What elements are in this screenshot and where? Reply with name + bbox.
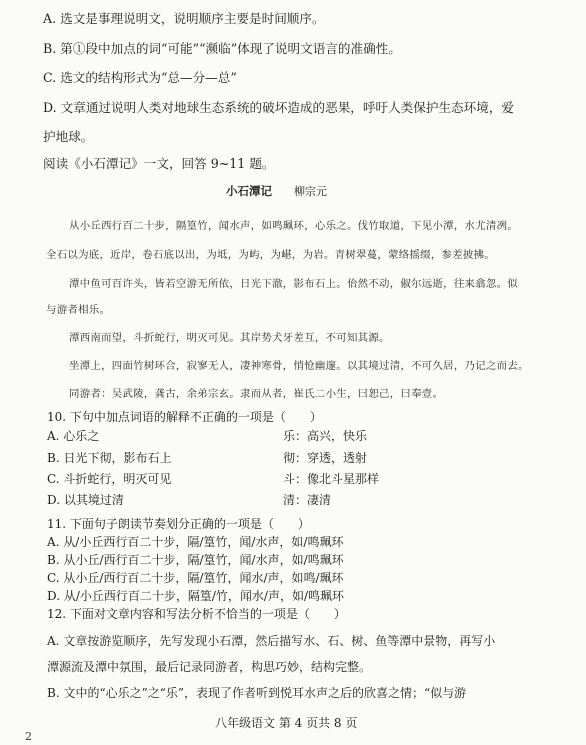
- prev-option-d-continued: 护地球。: [43, 129, 94, 144]
- passage-line: 全石以为底，近岸，卷石底以出，为坻，为屿，为嵁，为岩。青树翠蔓，蒙络摇缀，参差披拂。: [46, 249, 496, 261]
- q10-option-row: [47, 427, 547, 444]
- q10-option-a-phrase: A. 心乐之: [47, 429, 100, 443]
- passage-title-text: 小石潭记: [226, 184, 272, 198]
- q10-option-row: [47, 449, 547, 466]
- q12-option-a-continued: 潭源流及潭中氛围，最后记录同游者，构思巧妙，结构完整。: [47, 660, 372, 674]
- q10-option-a-gloss: 乐：高兴，快乐: [283, 429, 368, 443]
- prev-option-c: C. 选文的结构形式为“总—分—总”: [43, 70, 237, 85]
- q12-option-a: A. 文章按游览顺序，先写发现小石潭，然后描写水、石、树、鱼等潭中景物，再写小: [47, 634, 496, 648]
- passage-line: 同游者：吴武陵，龚古，余弟宗玄。隶而从者，崔氏二小生，曰恕己，曰奉壹。: [69, 388, 444, 400]
- q10-option-d-gloss: 清：凄清: [283, 493, 332, 507]
- passage-author: 柳宗元: [294, 185, 327, 198]
- q11-stem: 11. 下面句子朗读节奏划分正确的一项是（ ）: [47, 517, 310, 531]
- passage-title: [226, 183, 327, 199]
- passage-line: 与游者相乐。: [46, 304, 111, 316]
- q10-stem: 10. 下句中加点词语的解释不正确的一项是（ ）: [47, 410, 322, 424]
- prev-option-a: A. 选文是事理说明文，说明顺序主要是时间顺序。: [43, 11, 325, 26]
- passage-line: 从小丘西行百二十步，隔篁竹，闻水声，如鸣珮环，心乐之。伐竹取道，下见小潭，水尤清冽。: [69, 220, 519, 232]
- q10-option-row: [47, 470, 547, 487]
- passage-line: 潭中鱼可百许头，皆若空游无所依，日光下澈，影布石上。佁然不动，俶尔远逝，往来翕忽。似: [69, 278, 519, 290]
- q11-option-b: B. 从小丘/西行百二十步，隔/篁竹，闻/水声，如/鸣珮环: [47, 553, 344, 567]
- q10-option-row: [47, 491, 547, 508]
- q11-option-d: D. 从/小丘西行百二十步，隔篁/竹，闻水/声，如/鸣珮环: [47, 589, 344, 603]
- q12-stem: 12. 下面对文章内容和写法分析不恰当的一项是（ ）: [47, 607, 346, 621]
- q11-option-a: A. 从/小丘西行百二十步，隔/篁竹，闻/水声，如/鸣珮环: [47, 535, 344, 549]
- q10-option-b-gloss: 彻：穿透，透射: [283, 451, 368, 465]
- page-corner-number: 2: [25, 730, 32, 743]
- q11-option-c: C. 从小丘/西行百二十步，隔/篁竹，闻水/声，如鸣/珮环: [47, 571, 344, 585]
- q12-option-b: B. 文中的“心乐之”之“乐”，表现了作者听到悦耳水声之后的欣喜之情；“似与游: [47, 686, 467, 700]
- page-footer: 八年级语文 第 4 页共 8 页: [215, 716, 358, 730]
- passage-line: 潭西南而望，斗折蛇行，明灭可见。其岸势犬牙差互，不可知其源。: [69, 332, 390, 344]
- prev-option-b: B. 第①段中加点的词“可能”“濒临”体现了说明文语言的准确性。: [43, 41, 401, 56]
- q10-option-d-phrase: D. 以其境过清: [47, 493, 124, 507]
- q10-option-b-phrase: B. 日光下彻，影布石上: [47, 451, 172, 465]
- passage-line: 坐潭上，四面竹树环合，寂寥无人，凄神寒骨，悄怆幽邃。以其境过清，不可久居，乃记之而去。: [69, 360, 529, 372]
- q10-option-c-phrase: C. 斗折蛇行，明灭可见: [47, 472, 172, 486]
- q10-option-c-gloss: 斗：像北斗星那样: [283, 472, 380, 486]
- reading-instruction: 阅读《小石潭记》一文，回答 9~11 题。: [43, 156, 275, 171]
- prev-option-d: D. 文章通过说明人类对地球生态系统的破坏造成的恶果，呼吁人类保护生态环境，爱: [43, 100, 515, 115]
